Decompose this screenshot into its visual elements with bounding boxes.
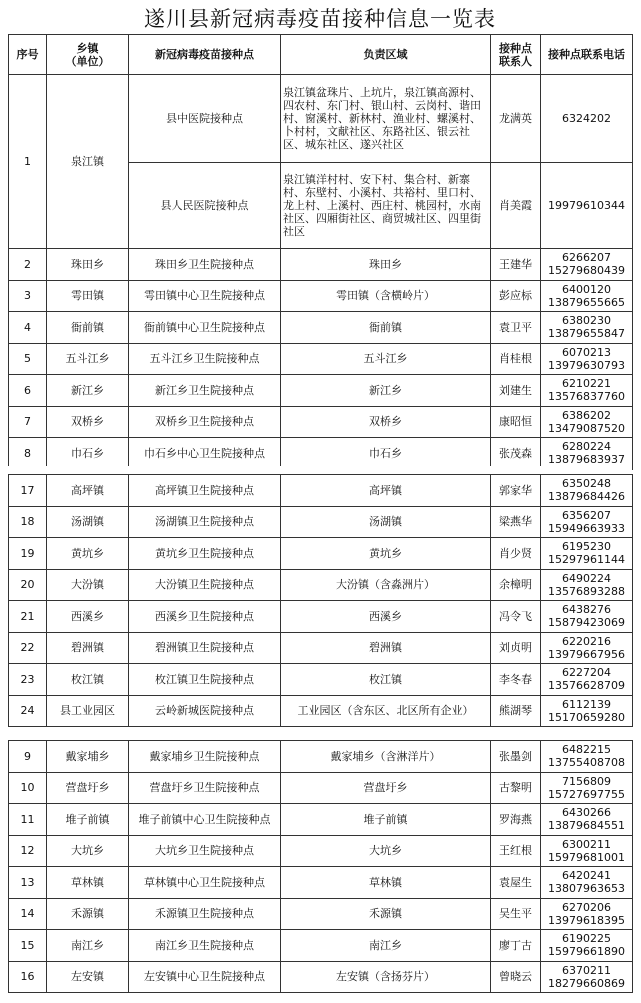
cell-site: 新江乡卫生院接种点: [129, 375, 281, 407]
header-seq: 序号: [9, 35, 47, 75]
cell-area: 新江乡: [281, 375, 491, 407]
cell-contact: 王红根: [491, 835, 541, 867]
phone-landline: 6270206: [562, 900, 611, 914]
phone-landline: 6195230: [562, 540, 611, 554]
cell-seq: 18: [9, 506, 47, 538]
header-area: 负责区域: [281, 35, 491, 75]
cell-town: 枚江镇: [47, 664, 129, 696]
cell-town: 新江乡: [47, 375, 129, 407]
cell-town: 五斗江乡: [47, 343, 129, 375]
table-row: [9, 343, 633, 375]
cell-town: 雩田镇: [47, 280, 129, 312]
section-gap: [8, 732, 632, 740]
cell-area: 营盘圩乡: [281, 772, 491, 804]
phone-mobile: 13879683937: [548, 453, 625, 467]
cell-phone: [541, 438, 633, 470]
cell-site: 左安镇中心卫生院接种点: [129, 961, 281, 993]
header-site: 新冠病毒疫苗接种点: [129, 35, 281, 75]
cell-contact: 康昭恒: [491, 406, 541, 438]
cell-town: 巾石乡: [47, 438, 129, 470]
table-row: [9, 280, 633, 312]
header-phone: 接种点联系电话: [541, 35, 633, 75]
cell-phone: 6324202: [541, 75, 633, 163]
cell-town: 草林镇: [47, 867, 129, 899]
cell-phone: [541, 343, 633, 375]
cell-contact: 古黎明: [491, 772, 541, 804]
cell-phone: [541, 375, 633, 407]
cell-contact: 张墨剑: [491, 741, 541, 773]
cell-contact: 郭家华: [491, 475, 541, 507]
phone-landline: 6400120: [562, 282, 611, 296]
table-block-3: [8, 740, 633, 993]
cell-site: 汤湖镇卫生院接种点: [129, 506, 281, 538]
cell-area: 衙前镇: [281, 312, 491, 344]
cell-site: 戴家埔乡卫生院接种点: [129, 741, 281, 773]
cell-seq: 8: [9, 438, 47, 470]
cell-site: 巾石乡中心卫生院接种点: [129, 438, 281, 470]
cell-contact: 刘建生: [491, 375, 541, 407]
phone-mobile: 15170659280: [548, 710, 625, 724]
cell-phone: [541, 475, 633, 507]
cell-contact: 袁卫平: [491, 312, 541, 344]
cell-phone: [541, 804, 633, 836]
cell-town: 县工业园区: [47, 695, 129, 727]
phone-mobile: 15879423069: [548, 616, 625, 630]
cell-town: 碧洲镇: [47, 632, 129, 664]
cell-area: 堆子前镇: [281, 804, 491, 836]
phone-mobile: 18279660869: [548, 976, 625, 990]
cell-seq: 4: [9, 312, 47, 344]
cell-phone: [541, 930, 633, 962]
table-row: [9, 664, 633, 696]
phone-landline: 6438276: [562, 603, 611, 617]
cell-seq: 11: [9, 804, 47, 836]
cell-contact: 张茂森: [491, 438, 541, 470]
table-row: [9, 632, 633, 664]
cell-site: 大坑乡卫生院接种点: [129, 835, 281, 867]
cell-contact: 肖桂根: [491, 343, 541, 375]
cell-area: 大汾镇（含淼洲片）: [281, 569, 491, 601]
cell-contact: 余樟明: [491, 569, 541, 601]
table-row: [9, 695, 633, 727]
phone-mobile: 13576837760: [548, 390, 625, 404]
cell-phone: [541, 898, 633, 930]
cell-site: 县人民医院接种点: [129, 163, 281, 249]
cell-site: 高坪镇卫生院接种点: [129, 475, 281, 507]
cell-area: 草林镇: [281, 867, 491, 899]
cell-contact: 龙满英: [491, 75, 541, 163]
cell-site: 南江乡卫生院接种点: [129, 930, 281, 962]
cell-phone: [541, 249, 633, 281]
cell-site: 云岭新城医院接种点: [129, 695, 281, 727]
table-row: [9, 961, 633, 993]
cell-area: 禾源镇: [281, 898, 491, 930]
phone-landline: 6386202: [562, 408, 611, 422]
phone-mobile: 13979630793: [548, 358, 625, 372]
cell-area: 戴家埔乡（含淋洋片）: [281, 741, 491, 773]
phone-landline: 6266207: [562, 251, 611, 265]
cell-area: 泉江镇盆珠片、上坑片，泉江镇高源村、四农村、东门村、银山村、云岗村、谐田村、窗溪村、新林村、渔业村、螺溪村、卜村村，文献社区、东路社区、银云社区、城东社区、遂兴社区: [281, 75, 491, 163]
cell-area: 枚江镇: [281, 664, 491, 696]
table-row: [9, 312, 633, 344]
header-town: 乡镇 （单位）: [47, 35, 129, 75]
phone-mobile: 15979681001: [548, 850, 625, 864]
cell-area: 泉江镇洋村村、安下村、集合村、新寨村、东壁村、小溪村、共裕村、里口村、龙上村、上溪村、西庄村、桃园村，水南社区、四厢街社区、商贸城社区、四里街社区: [281, 163, 491, 249]
cell-area: 双桥乡: [281, 406, 491, 438]
cell-site: 枚江镇卫生院接种点: [129, 664, 281, 696]
cell-town: 左安镇: [47, 961, 129, 993]
cell-seq: 1: [9, 75, 47, 249]
cell-town: 大汾镇: [47, 569, 129, 601]
cell-site: 草林镇中心卫生院接种点: [129, 867, 281, 899]
header-contact: 接种点 联系人: [491, 35, 541, 75]
cell-area: 大坑乡: [281, 835, 491, 867]
table-row: [9, 741, 633, 773]
table-row: [9, 898, 633, 930]
cell-town: 堆子前镇: [47, 804, 129, 836]
cell-area: 珠田乡: [281, 249, 491, 281]
cell-site: 营盘圩乡卫生院接种点: [129, 772, 281, 804]
phone-landline: 6300211: [562, 837, 611, 851]
cell-town: 汤湖镇: [47, 506, 129, 538]
phone-mobile: 15979661890: [548, 945, 625, 959]
cell-contact: 熊湖琴: [491, 695, 541, 727]
cell-phone: [541, 280, 633, 312]
phone-mobile: 13807963653: [548, 882, 625, 896]
cell-contact: 彭应标: [491, 280, 541, 312]
cell-phone: [541, 538, 633, 570]
cell-site: 双桥乡卫生院接种点: [129, 406, 281, 438]
header-row: [9, 35, 633, 75]
cell-seq: 3: [9, 280, 47, 312]
cell-seq: 10: [9, 772, 47, 804]
table-row: [9, 569, 633, 601]
cell-area: 汤湖镇: [281, 506, 491, 538]
cell-seq: 6: [9, 375, 47, 407]
cell-area: 工业园区（含东区、北区所有企业）: [281, 695, 491, 727]
cell-phone: [541, 312, 633, 344]
phone-landline: 6482215: [562, 743, 611, 757]
cell-seq: 7: [9, 406, 47, 438]
table-row: [9, 75, 633, 163]
cell-seq: 22: [9, 632, 47, 664]
cell-town: 黄坑乡: [47, 538, 129, 570]
table-row: [9, 538, 633, 570]
cell-site: 黄坑乡卫生院接种点: [129, 538, 281, 570]
table-row: [9, 475, 633, 507]
phone-mobile: 13879684426: [548, 490, 625, 504]
phone-landline: 6227204: [562, 666, 611, 680]
table-row: [9, 249, 633, 281]
table-row: [9, 506, 633, 538]
cell-site: 西溪乡卫生院接种点: [129, 601, 281, 633]
cell-town: 大坑乡: [47, 835, 129, 867]
phone-mobile: 13879655665: [548, 295, 625, 309]
phone-landline: 6350248: [562, 477, 611, 491]
cell-seq: 23: [9, 664, 47, 696]
cell-area: 巾石乡: [281, 438, 491, 470]
cell-phone: [541, 695, 633, 727]
phone-mobile: 13576628709: [548, 679, 625, 693]
cell-area: 南江乡: [281, 930, 491, 962]
cell-phone: [541, 664, 633, 696]
table-row: [9, 438, 633, 470]
phone-mobile: 15727697755: [548, 787, 625, 801]
cell-site: 雩田镇中心卫生院接种点: [129, 280, 281, 312]
cell-town: 泉江镇: [47, 75, 129, 249]
cell-seq: 2: [9, 249, 47, 281]
cell-site: 大汾镇卫生院接种点: [129, 569, 281, 601]
table-row: [9, 835, 633, 867]
cell-contact: 肖少贤: [491, 538, 541, 570]
phone-mobile: 13755408708: [548, 756, 625, 770]
table-row: [9, 930, 633, 962]
phone-mobile: 13979618395: [548, 913, 625, 927]
cell-area: 西溪乡: [281, 601, 491, 633]
phone-mobile: 15279680439: [548, 264, 625, 278]
cell-phone: [541, 772, 633, 804]
cell-contact: 罗海燕: [491, 804, 541, 836]
cell-phone: [541, 741, 633, 773]
cell-site: 衙前镇中心卫生院接种点: [129, 312, 281, 344]
cell-area: 雩田镇（含横岭片）: [281, 280, 491, 312]
cell-seq: 14: [9, 898, 47, 930]
cell-town: 戴家埔乡: [47, 741, 129, 773]
phone-landline: 6220216: [562, 634, 611, 648]
cell-contact: 吴生平: [491, 898, 541, 930]
cell-phone: [541, 961, 633, 993]
cell-area: 左安镇（含扬芬片）: [281, 961, 491, 993]
cell-site: 珠田乡卫生院接种点: [129, 249, 281, 281]
phone-landline: 6112139: [562, 697, 611, 711]
phone-mobile: 13576893288: [548, 584, 625, 598]
cell-phone: 19979610344: [541, 163, 633, 249]
table-row: [9, 601, 633, 633]
cell-town: 衙前镇: [47, 312, 129, 344]
cell-town: 珠田乡: [47, 249, 129, 281]
cell-contact: 王建华: [491, 249, 541, 281]
table-row: [9, 406, 633, 438]
cell-area: 黄坑乡: [281, 538, 491, 570]
phone-landline: 6380230: [562, 314, 611, 328]
cell-town: 南江乡: [47, 930, 129, 962]
page-title: 遂川县新冠病毒疫苗接种信息一览表: [144, 7, 496, 31]
phone-landline: 6356207: [562, 508, 611, 522]
phone-landline: 6430266: [562, 806, 611, 820]
cell-phone: [541, 867, 633, 899]
section-gap: [8, 466, 632, 474]
phone-mobile: 13479087520: [548, 421, 625, 435]
table-block-1: [8, 34, 633, 470]
cell-contact: 李冬春: [491, 664, 541, 696]
cell-seq: 12: [9, 835, 47, 867]
cell-area: 高坪镇: [281, 475, 491, 507]
cell-phone: [541, 569, 633, 601]
table-row: [9, 375, 633, 407]
cell-contact: 袁屋生: [491, 867, 541, 899]
phone-landline: 6490224: [562, 571, 611, 585]
cell-contact: 刘贞明: [491, 632, 541, 664]
cell-seq: 24: [9, 695, 47, 727]
cell-town: 禾源镇: [47, 898, 129, 930]
phone-landline: 6070213: [562, 345, 611, 359]
cell-contact: 梁燕华: [491, 506, 541, 538]
cell-contact: 冯令飞: [491, 601, 541, 633]
phone-mobile: 13879684551: [548, 819, 625, 833]
cell-town: 西溪乡: [47, 601, 129, 633]
cell-seq: 21: [9, 601, 47, 633]
cell-contact: 廖丁古: [491, 930, 541, 962]
phone-landline: 7156809: [562, 774, 611, 788]
cell-seq: 9: [9, 741, 47, 773]
phone-mobile: 13879655847: [548, 327, 625, 341]
cell-seq: 16: [9, 961, 47, 993]
cell-contact: 肖美霞: [491, 163, 541, 249]
cell-phone: [541, 506, 633, 538]
cell-area: 碧洲镇: [281, 632, 491, 664]
cell-seq: 15: [9, 930, 47, 962]
phone-landline: 6280224: [562, 440, 611, 454]
cell-town: 高坪镇: [47, 475, 129, 507]
cell-site: 五斗江乡卫生院接种点: [129, 343, 281, 375]
cell-seq: 19: [9, 538, 47, 570]
phone-landline: 6190225: [562, 932, 611, 946]
cell-phone: [541, 632, 633, 664]
phone-mobile: 15949663933: [548, 521, 625, 535]
cell-site: 堆子前镇中心卫生院接种点: [129, 804, 281, 836]
cell-site: 县中医院接种点: [129, 75, 281, 163]
cell-phone: [541, 406, 633, 438]
cell-site: 禾源镇卫生院接种点: [129, 898, 281, 930]
phone-mobile: 13979667956: [548, 647, 625, 661]
cell-town: 营盘圩乡: [47, 772, 129, 804]
table-block-2: [8, 474, 633, 727]
cell-area: 五斗江乡: [281, 343, 491, 375]
cell-contact: 曾晓云: [491, 961, 541, 993]
cell-seq: 5: [9, 343, 47, 375]
phone-landline: 6420241: [562, 869, 611, 883]
cell-site: 碧洲镇卫生院接种点: [129, 632, 281, 664]
cell-town: 双桥乡: [47, 406, 129, 438]
cell-seq: 20: [9, 569, 47, 601]
phone-mobile: 15297961144: [548, 553, 625, 567]
cell-seq: 13: [9, 867, 47, 899]
phone-landline: 6370211: [562, 963, 611, 977]
cell-seq: 17: [9, 475, 47, 507]
cell-phone: [541, 601, 633, 633]
table-row: [9, 867, 633, 899]
table-row: [9, 772, 633, 804]
cell-phone: [541, 835, 633, 867]
table-row: [9, 804, 633, 836]
phone-landline: 6210221: [562, 377, 611, 391]
